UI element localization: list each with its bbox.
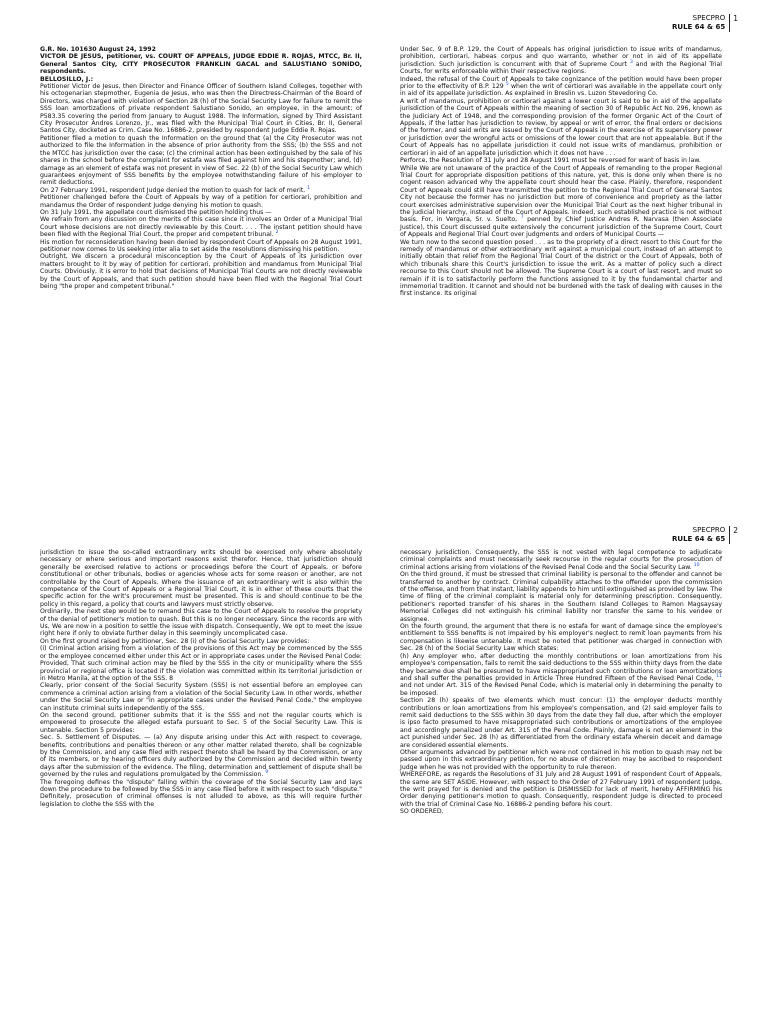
paragraph bbox=[400, 623, 722, 653]
paragraph-text: jurisdiction to issue the so-called extraordinary writs should be exercised only where absolutely necessary or where serious and important reasons exist therefor. Hence, that jurisdiction should generally be exercised relative to actions or proceedings before the Court of Appeals, or before constitutional or other tribunals, bodies or agencies whose acts for some reason or another, are not controllable by the Court of Appeals. Where the issuance of an extraordinary writ is also within the competence of the Court of Appeals or a Regional Trial Court, it is in either of these courts that the specific action for the writ's procurement must be presented. This is and should continue to be the policy in this regard, a policy that courts and lawyers must strictly observe. bbox=[40, 549, 362, 608]
paragraph bbox=[400, 808, 722, 815]
paragraph bbox=[40, 187, 362, 194]
paragraph bbox=[400, 771, 722, 808]
footnote-link[interactable]: 1 bbox=[307, 185, 311, 191]
paragraph-text: The foregoing defines the "dispute" falling within the coverage of the Social Security Law and lays down the procedure to be followed by the SSS in any case filed before it with respect to such "dispute." Definitely, prosecution of criminal offenses is not alluded to above, as this will require further legislation to clothe the SSS with the bbox=[40, 778, 362, 808]
paragraph bbox=[40, 253, 362, 290]
paragraph-text: His motion for reconsideration having been denied by respondent Court of Appeals on 28 August 1991, petitioner now comes to Us seeking inter alia to set aside the resolutions dismissing his petition. bbox=[40, 238, 362, 253]
paragraph bbox=[40, 608, 362, 638]
paragraph-text: A writ of mandamus, prohibition or certiorari against a lower court is said to be in aid of the appellate jurisdiction of the Court of Appeals within the meaning of section 30 of Republic Act No. 296, known as the Judiciary Act of 1948, and the corresponding provision of the former Organic Act of the Court of Appeals, if the latter has jurisdiction to review, by appeal or writ of error, the final orders or decisions of the former, and said writs are issued by the Court of Appeals in the exercise of its supervisory power or jurisdiction over the wrongful acts or omissions of the lower court that are not appealable. But if the Court of Appeals has no appellate jurisdiction it could not issue writs of mandamus, prohibition or certiorari in aid of an appellate jurisdiction which it does not have . . . bbox=[400, 97, 722, 157]
paragraph-text: Indeed, the refusal of the Court of Appeals to take cognizance of the petition would have been proper prior to the effectivity of B.P. 129 bbox=[400, 75, 722, 91]
paragraph bbox=[40, 135, 362, 187]
paragraph bbox=[400, 549, 722, 571]
right-column bbox=[400, 46, 722, 298]
paragraph bbox=[400, 98, 722, 157]
paragraph bbox=[40, 638, 362, 645]
paragraph bbox=[400, 697, 722, 749]
paragraph-text: We refrain from any discussion on the merits of this case since it involves an Order of a Municipal Trial Court whose decisions are not directly reviewable by this Court. . . . The instant petition should have been filed with the Regional Trial Court, the proper and competent tribunal. bbox=[40, 216, 362, 239]
paragraph-text: and not under Art. 315 of the Revised Penal Code, which is material only in determining the penalty to be imposed. bbox=[400, 682, 722, 697]
paragraph-text: G.R. No. 101630 August 24, 1992 bbox=[40, 46, 156, 53]
footnote-link[interactable]: 2 bbox=[275, 230, 279, 236]
paragraph bbox=[40, 779, 362, 809]
left-column bbox=[40, 549, 362, 808]
footnote-link[interactable]: 3 bbox=[629, 59, 633, 65]
header-rule: RULE 64 & 65 bbox=[672, 535, 726, 543]
paragraph-text: penned by Chief Justice Andres R. Narvasa (then Associate Justice), this Court discussed quite extensively the concurrent jurisdiction of the Supreme Court, Court of Appeals and Regional Trial Court over judgments and orders of Municipal Courts — bbox=[400, 216, 722, 239]
header-rule: RULE 64 & 65 bbox=[672, 23, 726, 31]
paragraph bbox=[40, 734, 362, 778]
paragraph-text: On the first ground raised by petitioner, Sec. 28 (i) of the Social Security Law provides: bbox=[40, 637, 310, 645]
page-number: 2 bbox=[733, 526, 738, 535]
page-number: 1 bbox=[733, 14, 738, 23]
paragraph-text: SO ORDERED. bbox=[400, 808, 444, 816]
paragraph-text: Perforce, the Resolution of 31 July and 28 August 1991 must be reversed for want of basis in law. bbox=[400, 157, 701, 165]
paragraph-text: While We are not unaware of the practice of the Court of Appeals of remanding to the proper Regional Trial Court for appropriate disposition petitions of this nature, yet, this is done only when there is no cogent reason advanced why the appellate court should hear the case. Plainly, therefore, respondent Court of Appeals could still have transmitted the petition to the Regional Trial Court of General Santos City not because the former has no jurisdiction but more of convenience and propriety as the latter court exercises administrative supervision over the Municipal Trial Court as the next higher tribunal in the judicial hierarchy, instead of the Court of Appeals. Indeed, such established practice is not without basis. For, in Vergara, Sr. v. Suelto, bbox=[400, 164, 722, 224]
paragraph-text: when the writ of certiorari was available in the appellate court only in aid of its appellate jurisdiction. As explained in Breslin vs. Luzon Stevedoring Co. bbox=[400, 83, 722, 98]
paragraph bbox=[40, 645, 362, 682]
paragraph bbox=[400, 571, 722, 623]
paragraph bbox=[400, 749, 722, 771]
paragraph-text: Petitioner challenged before the Court of Appeals by way of a petition for certiorari, prohibition and mandamus the Order of respondent Judge denying his motion to quash. bbox=[40, 194, 362, 209]
paragraph-text: Other arguments advanced by petitioner which were not contained in his motion to quash may not be passed upon in this extraordinary petition, for no abuse of discretion may be ascribed to respondent Judge when he was not provided with the opportunity to rule thereon. bbox=[400, 748, 722, 771]
paragraph-text: On 27 February 1991, respondent Judge denied the motion to quash for lack of merit. bbox=[40, 186, 306, 194]
paragraph bbox=[400, 165, 722, 239]
paragraph-text: (h) Any employer who, after deducting the monthly contributions or loan amortizations from his employee's compensation, fails to remit the said deductions to the SSS within thirty days from the date they became due shall be presumed to have misappropriated such contributions or loan amortizations and shall suffer the penalties provided in Article Three Hundred Fifteen of the Revised Penal Code, bbox=[400, 652, 722, 682]
paragraph-text: On 31 July 1991, the appellate court dismissed the petition holding thus — bbox=[40, 208, 272, 216]
right-column bbox=[400, 549, 722, 816]
paragraph bbox=[40, 46, 362, 53]
footnote-link[interactable]: 11 bbox=[716, 673, 723, 679]
paragraph-text: Sec. 5. Settlement of Disputes. — (a) Any dispute arising under this Act with respect to coverage, benefits, contributions and penalties thereon or any other matter related thereto, shall be cognizable by the Commission, and any case filed with respect thereto shall be heard by the Commission, or any of its members, or by hearing officers duly authorized by the Commission and decided within twenty days after the submission of the evidence. The filing, determination and settlement of dispute shall be governed by the rules and regulations promulgated by the Commission. bbox=[40, 734, 362, 779]
paragraph-text: BELLOSILLO, J.: bbox=[40, 75, 94, 83]
paragraph-text: Petitioner Victor de Jesus, then Director and Finance Officer of Southern Island Colleges, together with his octogenarian stepmother, Eugenia de Jesus, who was then the Directress-Chairman of the Board of Directors, was charged with violation of Section 28 (h) of the Social Security Law for failure to remit the SSS loan amortizations of private respondent Salustiano Sonido, an employee, in the amount; of P583.35 covering the period from January to August 1988. The Information, signed by Third Assistant City Prosecutor Andres Lorenzo, Jr., was filed with the Municipal Trial Court in Cities, Br. II, General Santos City, docketed as Crim. Case No. 16886-2, presided by respondent Judge Eddie R. Rojas. bbox=[40, 83, 362, 135]
paragraph bbox=[40, 83, 362, 135]
paragraph-text: Section 28 (h) speaks of two elements which must concur: (1) the employer deducts monthly contributions or loan amortizations from his employee's compensation, and (2) said employer fails to remit said deductions to the SSS within 30 days from the date they fall due, after which the employer is ipso facto presumed to have misappropriated such contributions or amortizations of the employee and accordingly penalized under Art. 315 of the Penal Code. Plainly, damage is not an element in the act punished under Sec. 28 (h) as differentiated from the ordinary estafa wherein deceit and damage are considered essential elements. bbox=[400, 697, 722, 749]
paragraph bbox=[40, 549, 362, 608]
paragraph bbox=[40, 239, 362, 254]
footnote-link[interactable]: 9 bbox=[265, 770, 269, 776]
paragraph-text: necessary jurisdiction. Consequently, the SSS is not vested with legal competence to adjudicate criminal complaints and must necessarily seek recourse in the regular courts for the prosecution of criminal actions arising from violations of the Revised Penal Code and the Social Security Law. bbox=[400, 549, 722, 571]
paragraph bbox=[400, 653, 722, 697]
paragraph-text: Outright, We discern a procedural misconception by the Court of Appeals of its jurisdiction over matters brought to it by way of petition for certiorari, prohibition and mandamus from Municipal Trial Courts. Obviously, it is error to hold that decisions of Municipal Trial Courts are not directly reviewable by the Court of Appeals, and that such petition should have been filed with the Regional Trial Court being "the proper and competent tribunal." bbox=[40, 253, 362, 290]
paragraph bbox=[400, 46, 722, 76]
paragraph bbox=[40, 76, 362, 83]
header-course: SPECPRO bbox=[692, 526, 726, 534]
paragraph bbox=[40, 682, 362, 712]
header-course: SPECPRO bbox=[692, 14, 726, 22]
running-header bbox=[672, 14, 738, 32]
paragraph-text: (i) Criminal action arising from a violation of the provisions of this Act may be commenced by the SSS or the employee concerned either under this Act or in appropriate cases under the Revised Penal Code: Provided, That such criminal action may be filed by the SSS in the city or municipality where the SSS provincial or regional office is located if the violation was committed within its territorial jurisdiction or in Metro Manila, at the option of the SSS. 8 bbox=[40, 645, 362, 682]
header-text bbox=[672, 526, 730, 544]
paragraph bbox=[40, 53, 362, 75]
paragraph bbox=[40, 209, 362, 216]
footnote-link[interactable]: 5 bbox=[505, 81, 509, 87]
paragraph bbox=[40, 194, 362, 209]
paragraph bbox=[400, 239, 722, 298]
page-2 bbox=[0, 512, 768, 1024]
paragraph-text: We turn now to the second question posed . . . as to the propriety of a direct resort to this Court for the remedy of mandamus or other extraordinary writ against a municipal court, instead of an attempt to initially obtain that relief from the Regional Trial Court of the district or the Court of Appeals, both of which tribunals share this Court's jurisdiction to issue the writ. As a matter of policy such a direct recourse to this Court should not be allowed. The Supreme Court is a court of last resort, and must so remain if it is to satisfactorily perform the functions assigned to it by the fundamental charter and immemorial tradition. It cannot and should not be burdened with the task of dealing with causes in the first instance. Its original bbox=[400, 238, 722, 298]
paragraph-text: On the second ground, petitioner submits that it is the SSS and not the regular courts which is empowered to prosecute the alleged estafa pursuant to Sec. 5 of the Social Security Law. This is untenable. Section 5 provides: bbox=[40, 711, 362, 734]
paragraph-text: On the third ground, it must be stressed that criminal liability is personal to the offender and cannot be transferred to another by contract. Criminal culpability attaches to the offender upon the commission of the offense, and from that instant, liability appends to him until extinguished as provided by law. The time of filing of the criminal complaint is material only for determining prescription. Consequently, petitioner's reported transfer of his shares in the Southern Island Colleges to Ramon Magsaysay Memorial Colleges did not extinguish his criminal liability nor transfer the same to his vendee or assignee. bbox=[400, 571, 722, 623]
paragraph-text: On the fourth ground, the argument that there is no estafa for want of damage since the employee's entitlement to SSS benefits is not impaired by his employer's neglect to remit loan payments from his compensation is likewise untenable. It must be noted that petitioner was charged in connection with Sec. 28 (h) of the Social Security Law which states: bbox=[400, 623, 722, 653]
header-text bbox=[672, 14, 730, 32]
paragraph bbox=[40, 712, 362, 734]
paragraph-text: Petitioner filed a motion to quash the Information on the ground that (a) the City Prosecutor was not authorized to file the Information in the absence of prior authority from the SSS; (b) the SSS and not the MTCC has jurisdiction over the case; (c) the criminal action has been extinguished by the sale of his shares in the school before the complaint for estafa was filed against him and his stepmother; and, (d) damage as an element of estafa was not present in view of Sec. 22 (b) of the Social Security Law which guarantees enjoyment of SSS benefits by the employee notwithstanding failure of his employer to remit deductions. bbox=[40, 134, 362, 187]
running-header bbox=[672, 526, 738, 544]
footnote-link[interactable]: 7 bbox=[520, 215, 524, 221]
left-column bbox=[40, 46, 362, 290]
paragraph bbox=[400, 157, 722, 164]
paragraph-text: WHEREFORE, as regards the Resolutions of 31 July and 28 August 1991 of respondent Court of Appeals, the same are SET ASIDE. However, with respect to the Order of 27 February 1991 of respondent Judge, the writ prayed for is denied and the petition is DISMISSED for lack of merit, hereby AFFIRMING his Order denying petitioner's motion to quash. Consequently, respondent Judge is directed to proceed with the trial of Criminal Case No. 16886-2 pending before his court. bbox=[400, 771, 722, 808]
paragraph-text: Ordinarily, the next step would be to remand this case to the Court of Appeals to resolve the propriety of the denial of petitioner's motion to quash. But this is no longer necessary. Since the records are with Us, We are now in a position to settle the issue with dispatch. Consequently, We opt to meet the issue right here if only to obviate further delay in this seemingly uncomplicated case. bbox=[40, 608, 362, 638]
paragraph-text: VICTOR DE JESUS, petitioner, vs. COURT OF APPEALS, JUDGE EDDIE R. ROJAS, MTCC, Br. II, General Santos City, CITY PROSECUTOR FRANKLIN GACAL and SALUSTIANO SONIDO, respondents. bbox=[40, 53, 362, 76]
paragraph-text: Under Sec. 9 of B.P. 129, the Court of Appeals has original jurisdiction to issue writs of mandamus, prohibition, certiorari, habeas corpus and quo warranto, whether or not in aid of its appellate jurisdiction. Such jurisdiction is concurrent with that of Supreme Court bbox=[400, 46, 722, 68]
footnote-link[interactable]: 10 bbox=[693, 562, 700, 568]
paragraph-text: Clearly, prior consent of the Social Security System (SSS) is not essential before an employee can commence a criminal action arising from a violation of the Social Security Law. In other words, whether under the Social Security Law or "in appropriate cases under the Revised Penal Code," the employee can institute criminal suits independently of the SSS. bbox=[40, 682, 362, 712]
paragraph bbox=[40, 216, 362, 238]
paragraph-text: and with the Regional Trial Courts, for writs enforceable within their respective regions. bbox=[400, 60, 723, 76]
paragraph bbox=[400, 76, 722, 98]
